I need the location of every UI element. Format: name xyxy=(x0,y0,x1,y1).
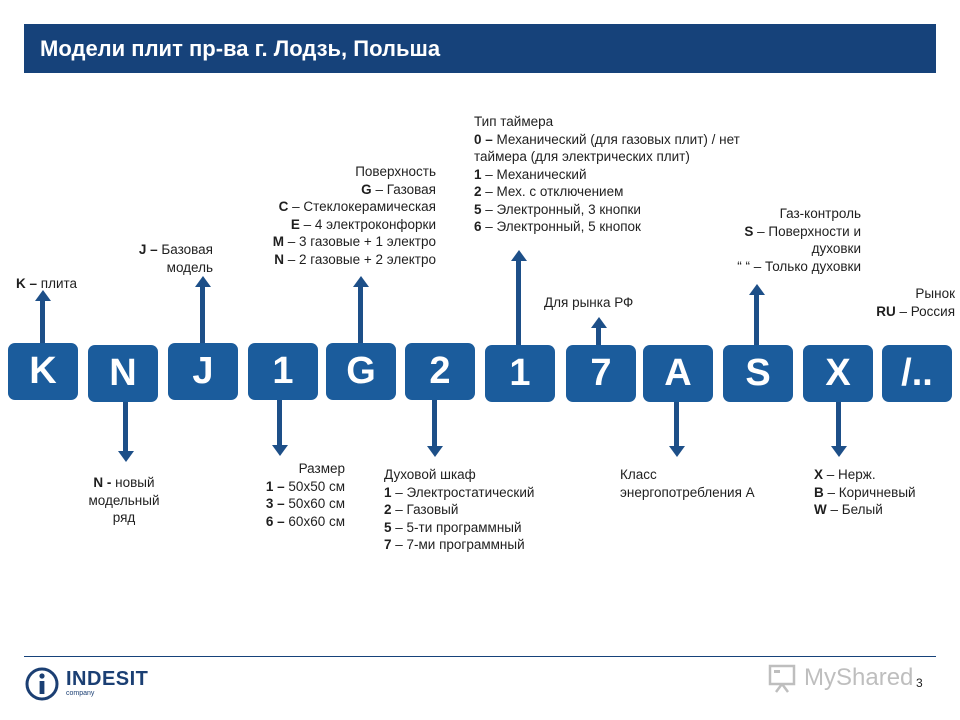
presentation-icon xyxy=(768,662,800,694)
footer-divider xyxy=(24,656,936,657)
label-color: X – Нерж. B – Коричневый W – Белый xyxy=(814,467,916,517)
label-size: Размер 1 – 50х50 см 3 – 50х60 см 6 – 60х60 см xyxy=(265,461,345,529)
label-n: N - новый модельный ряд xyxy=(88,475,160,525)
code-box-n: N xyxy=(88,345,158,402)
label-market: Рынок RU – Россия xyxy=(876,286,955,319)
code-box-size: 1 xyxy=(248,343,318,400)
code-box-timer: 1 xyxy=(485,345,555,402)
page-title: Модели плит пр-ва г. Лодзь, Польша xyxy=(40,36,441,61)
watermark-text: MyShared xyxy=(804,664,914,691)
code-box-j: J xyxy=(168,343,238,400)
label-surface: Поверхность G – Газовая C – Стеклокерамическая E – 4 электроконфорки M – 3 газовые + 1 электро N – 2 газовые + 2 электро xyxy=(272,164,436,267)
label-j: J – Базовая модель xyxy=(138,242,213,275)
title-bar xyxy=(24,24,936,73)
code-box-gas-control: S xyxy=(723,345,793,402)
indesit-logo-icon xyxy=(24,666,60,702)
code-box-k: K xyxy=(8,343,78,400)
label-rf: Для рынка РФ xyxy=(544,295,634,310)
label-energy: Класс энергопотребления А xyxy=(620,467,755,500)
code-box-rf: 7 xyxy=(566,345,636,402)
watermark xyxy=(768,660,928,694)
brand-sub: company xyxy=(66,690,95,697)
page-number: 3 xyxy=(916,676,923,690)
indesit-logo xyxy=(24,664,164,704)
label-gas-control: Газ-контроль S – Поверхности и духовки “ “ – Только духовки xyxy=(737,206,861,274)
code-box-color: X xyxy=(803,345,873,402)
code-box-energy: A xyxy=(643,345,713,402)
code-box-market: /.. xyxy=(882,345,952,402)
brand-name: INDESIT xyxy=(66,668,149,690)
label-timer: Тип таймера 0 – Механический (для газовых плит) / нет таймера (для электрических плит) 1 – Механический 2 – Мех. с отключением 5 – Электронный, 3 кнопки 6 – Электронный, 5 кнопок xyxy=(474,114,740,234)
code-box-oven: 2 xyxy=(405,343,475,400)
code-box-surface: G xyxy=(326,343,396,400)
label-k: K – плита xyxy=(16,276,78,291)
label-oven: Духовой шкаф 1 – Электростатический 2 – Газовый 5 – 5-ти программный 7 – 7-ми программный xyxy=(384,467,535,552)
